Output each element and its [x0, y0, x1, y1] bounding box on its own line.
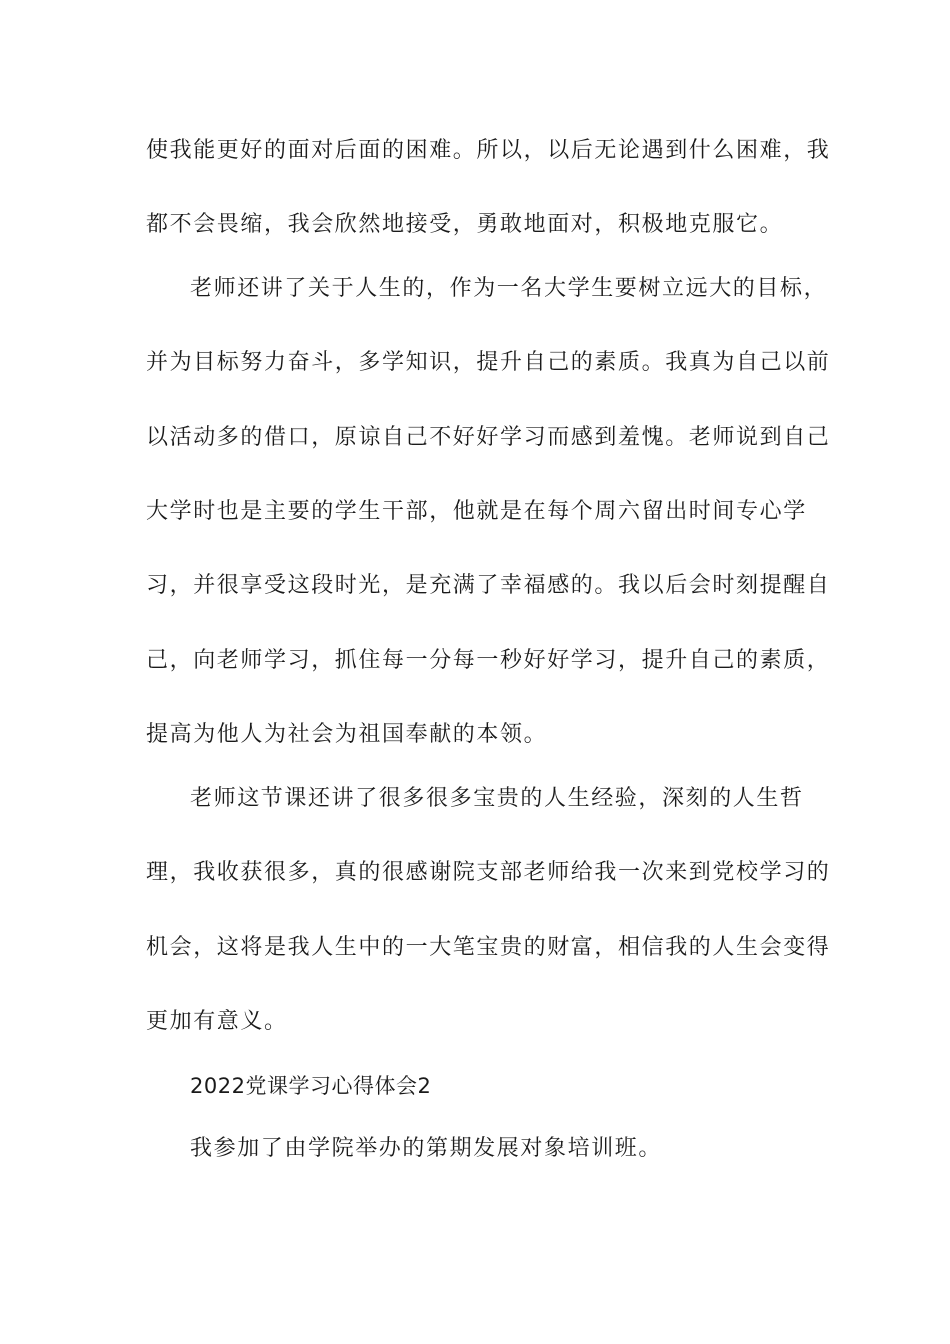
paragraph-line: 理，我收获很多，真的很感谢院支部老师给我一次来到党校学习的 — [146, 860, 831, 885]
paragraph-line: 机会，这将是我人生中的一大笔宝贵的财富，相信我的人生会变得 — [146, 935, 831, 960]
paragraph-line: 己，向老师学习，抓住每一分每一秒好好学习，提升自己的素质， — [146, 648, 831, 673]
paragraph-line: 使我能更好的面对后面的困难。所以，以后无论遇到什么困难，我 — [146, 138, 831, 163]
paragraph-line: 习，并很享受这段时光，是充满了幸福感的。我以后会时刻提醒自 — [146, 573, 831, 598]
paragraph-line: 以活动多的借口，原谅自己不好好学习而感到羞愧。老师说到自己 — [146, 425, 831, 450]
paragraph-line: 都不会畏缩，我会欣然地接受，勇敢地面对，积极地克服它。 — [146, 212, 784, 237]
paragraph-line: 并为目标努力奋斗，多学知识，提升自己的素质。我真为自己以前 — [146, 350, 831, 375]
paragraph-line: 老师还讲了关于人生的，作为一名大学生要树立远大的目标， — [190, 276, 828, 301]
paragraph-line: 我参加了由学院举办的第期发展对象培训班。 — [190, 1136, 663, 1161]
section-heading: 2022党课学习心得体会2 — [190, 1074, 432, 1098]
paragraph-line: 提高为他人为社会为祖国奉献的本领。 — [146, 722, 548, 747]
paragraph-line: 更加有意义。 — [146, 1009, 288, 1034]
paragraph-line: 老师这节课还讲了很多很多宝贵的人生经验，深刻的人生哲 — [190, 786, 804, 811]
paragraph-line: 大学时也是主要的学生干部，他就是在每个周六留出时间专心学 — [146, 499, 807, 524]
